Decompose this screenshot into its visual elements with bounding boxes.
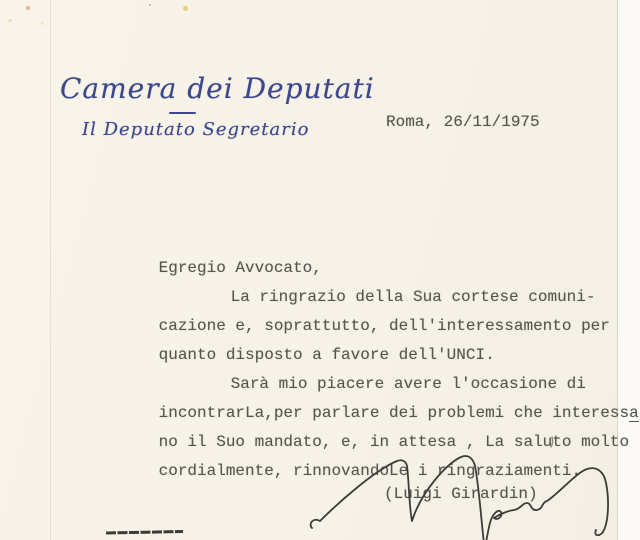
body-line-text: cordialmente, rinnovandoLe i ringraziamenti. bbox=[158, 462, 582, 480]
body-line-text: quanto disposto a favore dell'UNCI. bbox=[158, 346, 495, 364]
body-line-underlined-char: a bbox=[629, 404, 639, 422]
paper-left-edge bbox=[50, 0, 51, 540]
letterhead-flourish-underline bbox=[169, 112, 196, 114]
paper-stain bbox=[149, 4, 151, 6]
body-line-text: Sarà mio piacere avere l'occasione di bbox=[230, 375, 586, 393]
paper-stain bbox=[41, 22, 44, 25]
letter-body bbox=[101, 241, 639, 480]
body-line-text: La ringrazio della Sua cortese comuni- bbox=[230, 288, 596, 306]
letterhead-role: Il Deputato Segretario bbox=[82, 119, 310, 140]
dateline: Roma, 26/11/1975 bbox=[386, 113, 540, 131]
body-line-text: incontrarLa,per parlare dei problemi che interess bbox=[158, 404, 630, 422]
body-line-text: cazione e, soprattutto, dell'interessamento per bbox=[158, 317, 610, 335]
paper-stain bbox=[26, 6, 30, 10]
letterhead-institution: Camera dei Deputati bbox=[60, 72, 375, 105]
body-line bbox=[101, 241, 639, 277]
body-line-text: Egregio Avvocato, bbox=[158, 259, 322, 277]
paper-stain bbox=[8, 19, 12, 22]
paper-stain bbox=[183, 6, 188, 11]
body-line-text: no il Suo mandato, e, in attesa , La saluto molto bbox=[158, 433, 630, 451]
typed-signer-name: (Luigi Girardin) bbox=[384, 485, 538, 503]
